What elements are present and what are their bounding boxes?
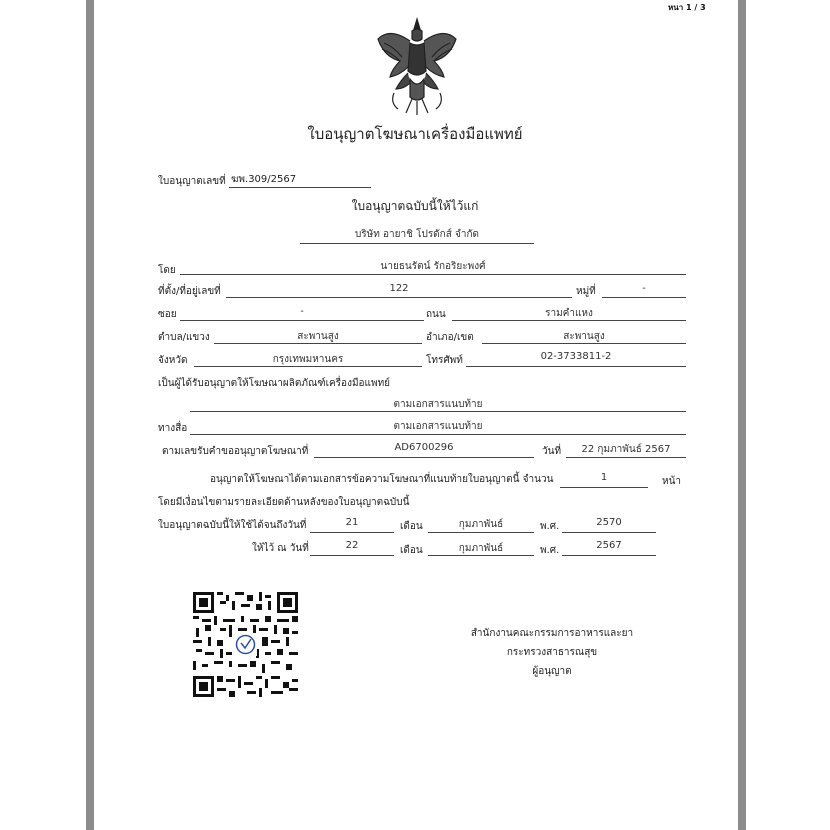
validity-month: กุมภาพันธ์: [458, 519, 504, 530]
approval-unit: หน้า: [662, 476, 682, 487]
district-value: สะพานสูง: [563, 331, 605, 342]
license-no-label: ใบอนุญาตเลขที่: [158, 176, 226, 187]
issued-month: กุมภาพันธ์: [458, 543, 504, 554]
product-value: ตามเอกสารแนบท้าย: [393, 399, 483, 410]
moo-label: หมู่ที่: [576, 286, 596, 297]
phone-label: โทรศัพท์: [426, 355, 463, 366]
validity-day-underline: [310, 532, 394, 533]
issued-day: 22: [345, 540, 359, 551]
location-value: 122: [389, 283, 409, 294]
soi-underline: [180, 320, 424, 321]
location-label: ที่ตั้ง/ที่อยู่เลขที่: [158, 286, 221, 297]
location-underline: [226, 297, 572, 298]
media-value: ตามเอกสารแนบท้าย: [393, 421, 483, 432]
soi-value: -: [300, 306, 304, 317]
district-label: อำเภอ/เขต: [426, 332, 474, 343]
province-underline: [194, 366, 422, 367]
issued-label: ให้ไว้ ณ วันที่: [252, 543, 309, 554]
issuer-line2: กระทรวงสาธารณสุข: [506, 647, 598, 658]
request-value: AD6700296: [394, 442, 454, 453]
garuda-emblem: [370, 17, 464, 117]
issued-year-underline: [562, 555, 656, 556]
phone-underline: [466, 366, 686, 367]
media-underline: [190, 434, 686, 435]
subdistrict-value: สะพานสูง: [297, 331, 339, 342]
validity-month-label: เดือน: [400, 521, 423, 532]
validity-year: 2570: [596, 517, 622, 528]
issued-month-label: เดือน: [400, 545, 423, 556]
issuer-line1: สำนักงานคณะกรรมการอาหารและยา: [470, 628, 634, 639]
moo-value: -: [642, 283, 646, 294]
issued-year: 2567: [596, 540, 622, 551]
request-date-label: วันที่: [542, 446, 562, 457]
page-indicator: หนา 1 / 3: [668, 3, 706, 12]
issuer-line3: ผู้อนุญาต: [532, 666, 572, 677]
district-underline: [482, 343, 686, 344]
conditions-text: โดยมีเงื่อนไขตามรายละเอียดด้านหลังของใบอนุญาตฉบับนี้: [158, 497, 410, 508]
subdistrict-label: ตำบล/แขวง: [158, 332, 210, 343]
phone-value: 02-3733811-2: [540, 351, 612, 362]
by-label: โดย: [158, 265, 176, 276]
request-underline: [314, 457, 534, 458]
soi-label: ซอย: [158, 309, 177, 320]
document-title: ใบอนุญาตโฆษณาเครื่องมือแพทย์: [307, 125, 523, 143]
province-value: กรุงเทพมหานคร: [272, 354, 344, 365]
road-label: ถนน: [426, 309, 446, 320]
product-underline: [190, 411, 686, 412]
validity-month-underline: [428, 532, 534, 533]
qr-code[interactable]: [193, 592, 298, 697]
company-underline: [300, 243, 534, 244]
by-underline: [180, 274, 686, 275]
approval-count-underline: [560, 487, 648, 488]
validity-year-underline: [562, 532, 656, 533]
request-label: ตามเลขรับคำขออนุญาตโฆษณาที่: [162, 446, 309, 457]
road-value: รามคำแหง: [545, 308, 593, 319]
issued-month-underline: [428, 555, 534, 556]
approval-count: 1: [600, 472, 608, 483]
province-label: จังหวัด: [158, 355, 188, 366]
subdistrict-underline: [214, 343, 422, 344]
validity-day: 21: [345, 517, 359, 528]
license-no-value: ฆพ.309/2567: [231, 174, 297, 185]
issued-day-underline: [310, 555, 394, 556]
by-value: นายธนรัตน์ รักอริยะพงศ์: [380, 261, 486, 272]
permit-text: เป็นผู้ได้รับอนุญาตให้โฆษณาผลิตภัณฑ์เครื่องมือแพทย์: [158, 378, 391, 389]
issued-year-label: พ.ศ.: [540, 545, 560, 556]
request-date-value: 22 กุมภาพันธ์ 2567: [581, 444, 671, 455]
license-no-underline: [229, 187, 371, 188]
company-name: บริษัท อายาชิ โปรดักส์ จำกัด: [354, 229, 480, 240]
media-label: ทางสื่อ: [158, 423, 188, 434]
moo-underline: [602, 297, 686, 298]
validity-year-label: พ.ศ.: [540, 521, 560, 532]
request-date-underline: [566, 457, 686, 458]
validity-label: ใบอนุญาตฉบับนี้ให้ใช้ได้จนถึงวันที่: [158, 520, 307, 531]
road-underline: [452, 320, 686, 321]
approval-text: อนุญาตให้โฆษณาได้ตามเอกสารข้อความโฆษณาที่แนบท้ายใบอนุญาตนี้ จำนวน: [210, 474, 554, 485]
grant-heading: ใบอนุญาตฉบับนี้ให้ไว้แก่: [351, 199, 479, 213]
